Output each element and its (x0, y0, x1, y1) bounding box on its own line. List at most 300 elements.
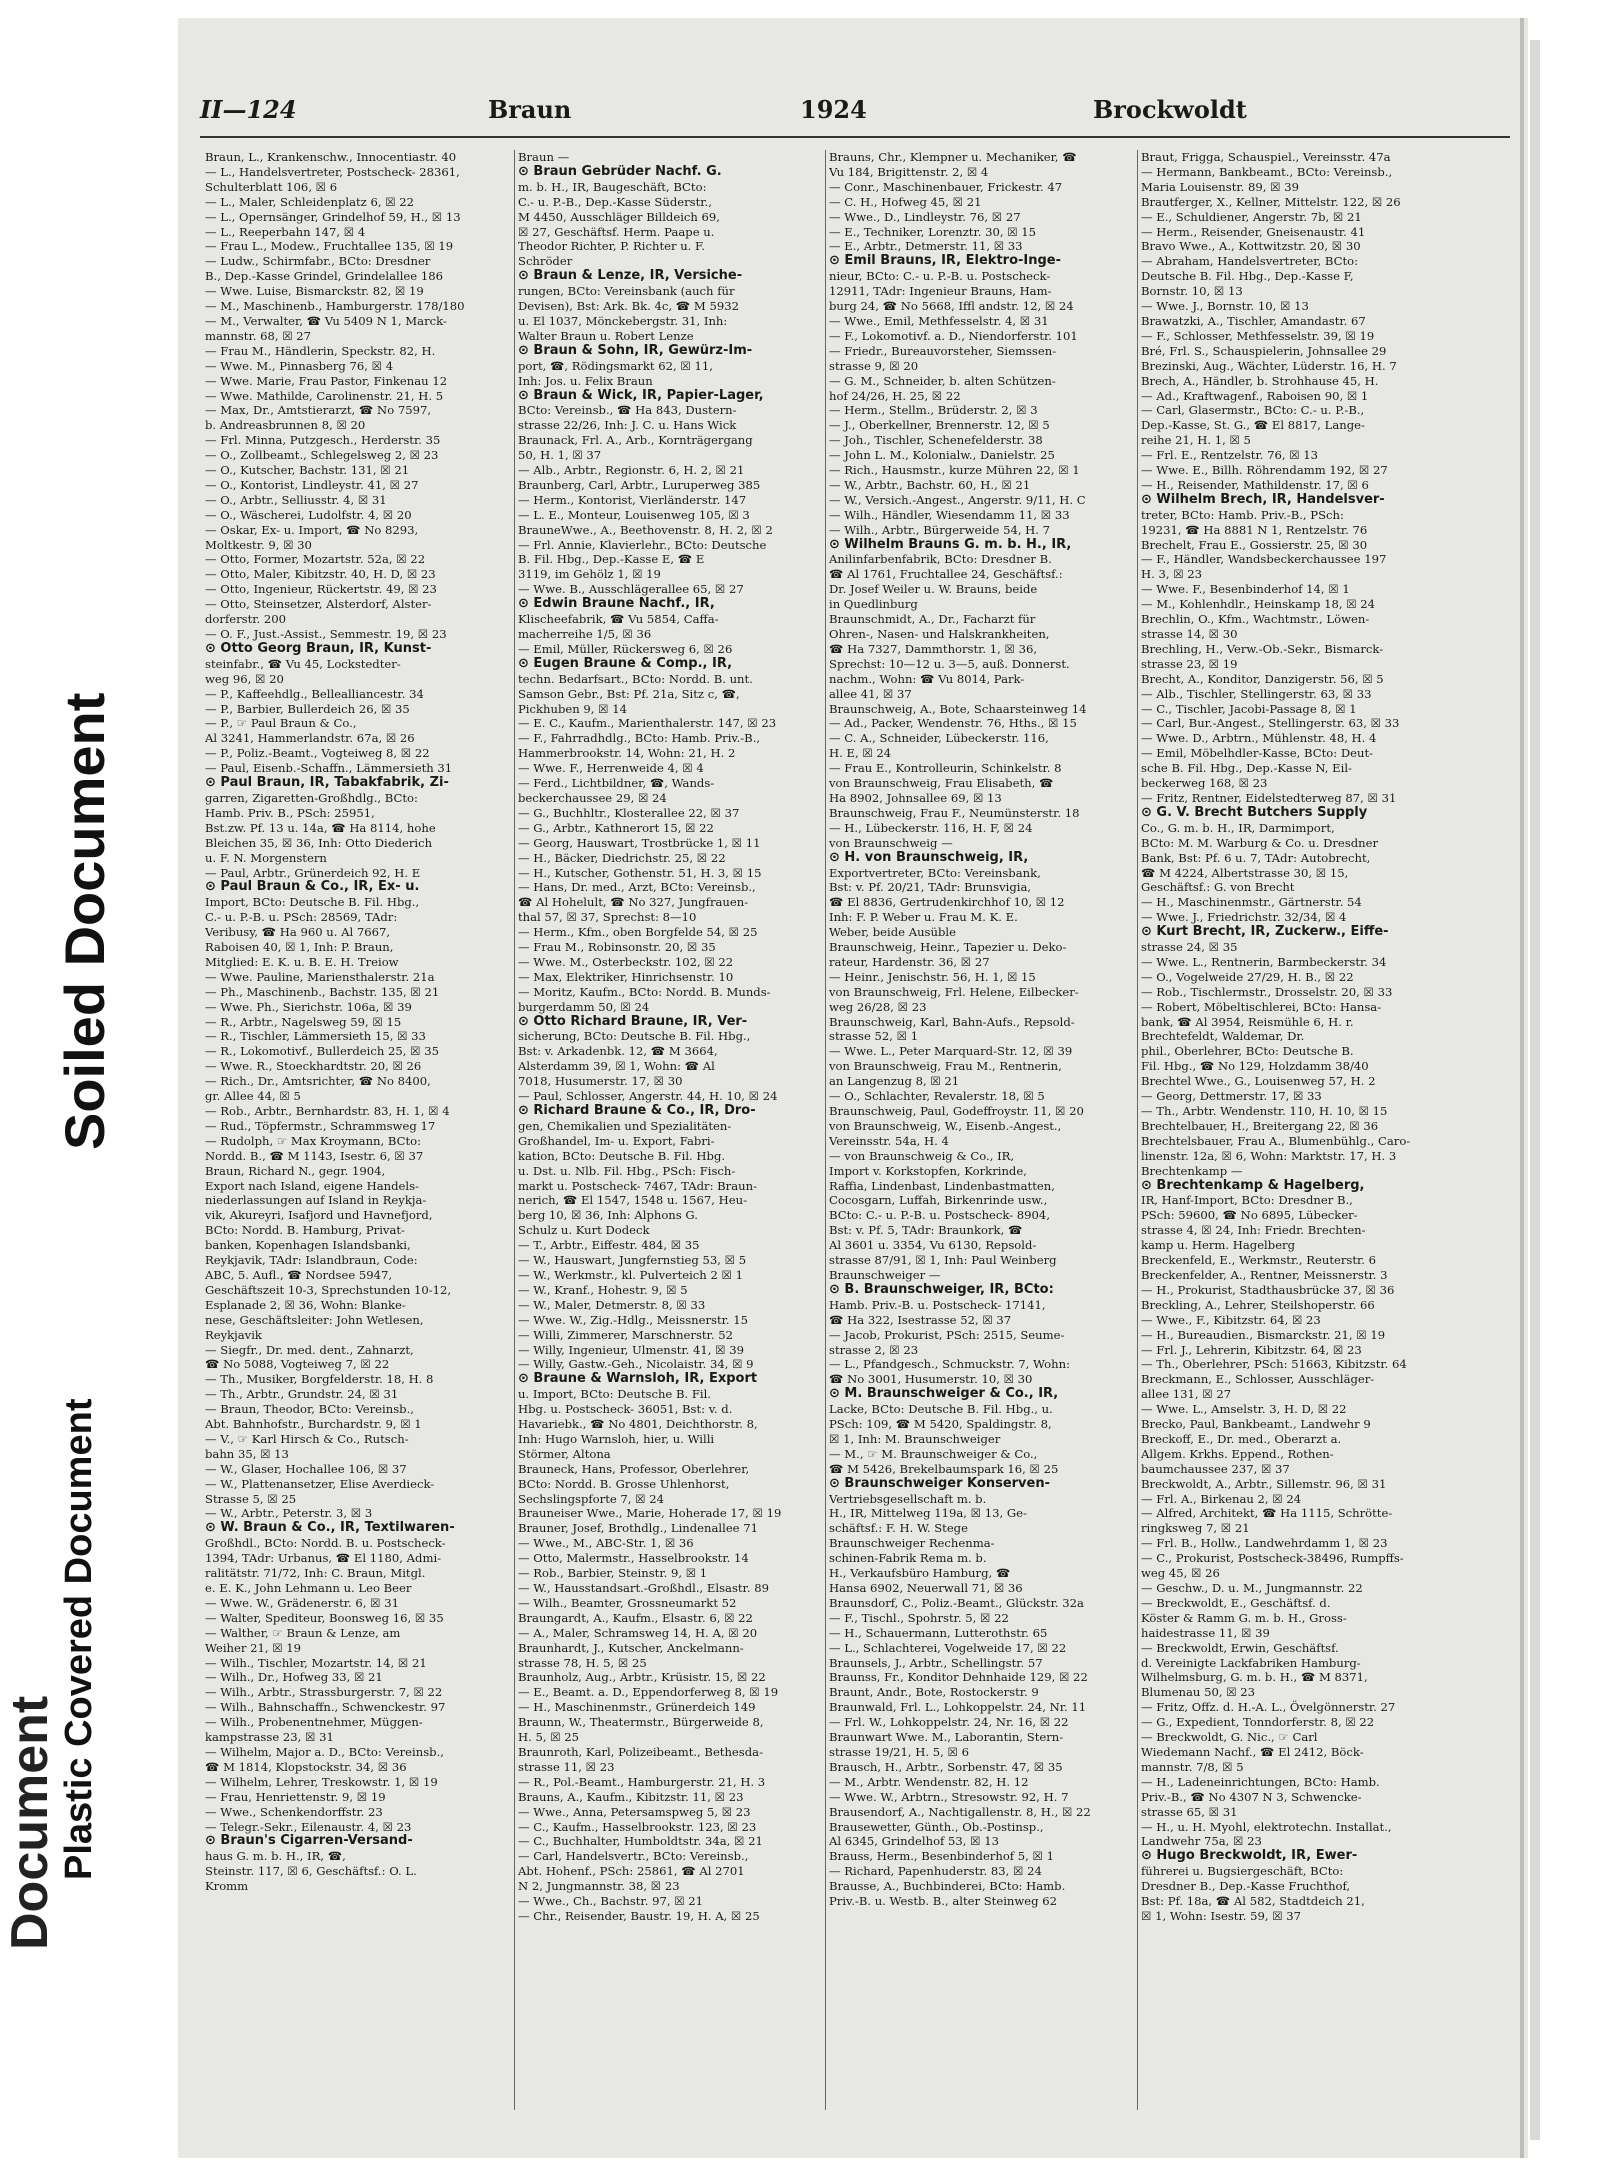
directory-entry: — Frl. E., Rentzelstr. 76, ☒ 13 (1141, 448, 1319, 463)
directory-entry: Breckling, A., Lehrer, Steilshoperstr. 66 (1141, 1297, 1375, 1312)
directory-entry: banken, Kopenhagen Islandsbanki, (205, 1238, 411, 1253)
directory-entry: — G. M., Schneider, b. alten Schützen- (829, 373, 1056, 388)
directory-entry: Bst.zw. Pf. 13 u. 14a, ☎ Ha 8114, hohe (205, 820, 436, 835)
directory-entry: Bst: v. Pf. 20/21, TAdr: Brunsvigia, (829, 880, 1032, 895)
directory-entry: Störmer, Altona (518, 1446, 611, 1461)
directory-entry: ⊙ Eugen Braune & Comp., IR, (518, 656, 733, 671)
directory-entry: ⊙ B. Braunschweiger, IR, BCto: (829, 1282, 1054, 1297)
directory-entry: gr. Allee 44, ☒ 5 (205, 1089, 301, 1104)
directory-entry: — W., Plattenansetzer, Elise Averdieck- (205, 1476, 435, 1491)
directory-entry: macherreihe 1/5, ☒ 36 (518, 627, 652, 641)
directory-entry: ⊙ Richard Braune & Co., IR, Dro- (518, 1104, 756, 1118)
directory-entry: — Otto, Ingenieur, Rückertstr. 49, ☒ 23 (205, 582, 437, 597)
directory-entry: — Oskar, Ex- u. Import, ☎ No 8293, (205, 522, 419, 537)
directory-entry: kation, BCto: Deutsche B. Fil. Hbg. (518, 1148, 726, 1163)
directory-entry: — M., Verwalter, ☎ Vu 5409 N 1, Marck- (205, 313, 447, 328)
directory-entry: — H., u. H. Myohl, elektrotechn. Installat., (1141, 1819, 1392, 1834)
directory-entry: Brechling, H., Verw.-Ob.-Sekr., Bismarck- (1141, 641, 1384, 656)
directory-entry: strasse 11, ☒ 23 (518, 1759, 615, 1774)
header-rule (200, 136, 1510, 138)
directory-entry: — F., Fahrradhdlg., BCto: Hamb. Priv.-B., (518, 731, 761, 746)
directory-entry: — Wilh., Probenentnehmer, Müggen- (205, 1715, 423, 1730)
directory-entry: — Frau, Henriettenstr. 9, ☒ 19 (205, 1789, 386, 1804)
directory-entry: u. F. N. Morgenstern (205, 850, 327, 865)
directory-entry: — Joh., Tischler, Schenefelderstr. 38 (829, 433, 1043, 448)
directory-entry: — Max, Elektriker, Hinrichsenstr. 10 (518, 969, 734, 984)
directory-entry: Geschäftsf.: G. von Brecht (1141, 880, 1295, 895)
directory-entry: — O., Kontorist, Lindleystr. 41, ☒ 27 (205, 477, 419, 492)
directory-entry: — C., Kaufm., Hasselbrookstr. 123, ☒ 23 (518, 1819, 757, 1834)
directory-entry: — Frl. Minna, Putzgesch., Herderstr. 35 (205, 433, 441, 448)
directory-entry: — Wilh., Dr., Hofweg 33, ☒ 21 (205, 1670, 383, 1685)
directory-entry: Brechtelbauer, H., Breitergang 22, ☒ 36 (1141, 1118, 1379, 1133)
directory-entry: ⊙ Edwin Braune Nachf., IR, (518, 597, 715, 612)
directory-entry: — O., Vogelweide 27/29, H. B., ☒ 22 (1141, 969, 1354, 984)
directory-entry: strasse 22/26, Inh: J. C. u. Hans Wick (518, 418, 737, 433)
directory-entry: Geschäftszeit 10-3, Sprechstunden 10-12, (205, 1282, 452, 1297)
directory-entry: — M., Maschinenb., Hamburgerstr. 178/180 (205, 299, 465, 314)
directory-entry: rungen, BCto: Vereinsbank (auch für (518, 284, 735, 299)
directory-entry: — Frl. J., Lehrerin, Kibitzstr. 64, ☒ 23 (1141, 1342, 1362, 1357)
directory-entry: Hammerbrookstr. 14, Wohn: 21, H. 2 (518, 746, 736, 761)
directory-entry: Breckenfeld, E., Werkmstr., Reuterstr. 6 (1141, 1253, 1377, 1268)
directory-entry: — Wwe. W., Grädenerstr. 6, ☒ 31 (205, 1595, 399, 1610)
directory-entry: — Georg, Dettmerstr. 17, ☒ 33 (1141, 1089, 1322, 1104)
directory-entry: schinen-Fabrik Rema m. b. (829, 1551, 987, 1566)
directory-column-2 (518, 150, 823, 2110)
directory-entry: — Chr., Reisender, Baustr. 19, H. A, ☒ 25 (518, 1908, 760, 1923)
directory-entry: Klischeefabrik, ☎ Vu 5854, Caffa- (518, 612, 719, 627)
directory-entry: — Carl, Bur.-Angest., Stellingerstr. 63, ☒ 33 (1141, 716, 1400, 731)
directory-entry: — Breckwoldt, G. Nic., ☞ Carl (1141, 1730, 1318, 1745)
directory-entry: 50, H. 1, ☒ 37 (518, 448, 602, 463)
directory-entry: Deutsche B. Fil. Hbg., Dep.-Kasse F, (1141, 269, 1354, 284)
directory-entry: — Alb., Tischler, Stellingerstr. 63, ☒ 33 (1141, 686, 1372, 701)
directory-entry: — Wilh., Arbtr., Bürgerweide 54, H. 7 (829, 522, 1051, 537)
directory-entry: — Frl. A., Birkenau 2, ☒ 24 (1141, 1491, 1302, 1506)
directory-entry: BCto: Nordd. B. Hamburg, Privat- (205, 1223, 405, 1238)
directory-entry: Anilinfarbenfabrik, BCto: Dresdner B. (829, 552, 1052, 567)
directory-entry: — Fritz, Offz. d. H.-A. L., Övelgönnerstr. 27 (1141, 1700, 1396, 1715)
directory-entry: — Wwe. Luise, Bismarckstr. 82, ☒ 19 (205, 284, 424, 299)
directory-entry: Import, BCto: Deutsche B. Fil. Hbg., (205, 895, 420, 910)
directory-entry: Braun, L., Krankenschw., Innocentiastr. 40 (205, 150, 457, 164)
directory-entry: — Frau M., Robinsonstr. 20, ☒ 35 (518, 940, 716, 955)
directory-entry: — R., Pol.-Beamt., Hamburgerstr. 21, H. 3 (518, 1774, 766, 1789)
directory-entry: Vereinsstr. 54a, H. 4 (829, 1133, 949, 1148)
directory-entry: steinfabr., ☎ Vu 45, Lockstedter- (205, 656, 401, 671)
directory-entry: Cocosgarn, Luffah, Birkenrinde usw., (829, 1193, 1048, 1208)
directory-entry: Brechtelsbauer, Frau A., Blumenbühlg., Caro- (1141, 1133, 1411, 1148)
directory-entry: — E., Beamt. a. D., Eppendorferweg 8, ☒ 19 (518, 1685, 779, 1700)
directory-entry: — Frau E., Kontrolleurin, Schinkelstr. 8 (829, 761, 1062, 776)
directory-entry: — Wwe. M., Osterbeckstr. 102, ☒ 22 (518, 954, 734, 969)
directory-entry: — Wilh., Händler, Wiesendamm 11, ☒ 33 (829, 507, 1070, 522)
directory-entry: — V., ☞ Karl Hirsch & Co., Rutsch- (205, 1431, 409, 1446)
directory-entry: — E. C., Kaufm., Marienthalerstr. 147, ☒ 23 (518, 716, 777, 731)
directory-entry: vik, Akureyri, Isafjord und Havnefjord, (205, 1208, 433, 1223)
directory-entry: — G., Arbtr., Kathnerort 15, ☒ 22 (518, 820, 714, 835)
directory-entry: — Th., Musiker, Borgfelderstr. 18, H. 8 (205, 1372, 434, 1387)
directory-entry: ⊙ Braun's Cigarren-Versand- (205, 1834, 413, 1849)
directory-entry: BCto: C.- u. P.-B. u. Postscheck- 8904, (829, 1208, 1050, 1223)
directory-entry: — L. E., Monteur, Louisenweg 105, ☒ 3 (518, 507, 750, 522)
directory-entry: Brausse, A., Buchbinderei, BCto: Hamb. (829, 1879, 1066, 1894)
directory-entry: nese, Geschäftsleiter: John Wetlesen, (205, 1312, 424, 1327)
directory-entry: mannstr. 7/8, ☒ 5 (1141, 1759, 1244, 1774)
directory-entry: Havariebk., ☎ No 4801, Deichthorstr. 8, (518, 1417, 758, 1432)
directory-entry: dorferstr. 200 (205, 612, 287, 627)
directory-entry: Bst: v. Arkadenbk. 12, ☎ M 3664, (518, 1044, 718, 1059)
directory-entry: Schulterblatt 106, ☒ 6 (205, 179, 338, 194)
directory-entry: — H., Kutscher, Gothenstr. 51, H. 3, ☒ 15 (518, 865, 762, 880)
directory-entry: — W., Hauswart, Jungfernstieg 53, ☒ 5 (518, 1253, 747, 1268)
directory-entry: — Friedr., Bureauvorsteher, Siemssen- (829, 343, 1057, 358)
directory-entry: — Ad., Packer, Wendenstr. 76, Hths., ☒ 15 (829, 716, 1077, 731)
directory-entry: — C. A., Schneider, Lübeckerstr. 116, (829, 731, 1049, 746)
directory-entry: — G., Expedient, Tonndorferstr. 8, ☒ 22 (1141, 1715, 1375, 1730)
directory-entry: ⊙ Braun Gebrüder Nachf. G. (518, 164, 722, 179)
directory-entry: u. El 1037, Mönckebergstr. 31, Inh: (518, 313, 728, 328)
directory-entry: B., Dep.-Kasse Grindel, Grindelallee 186 (205, 269, 443, 284)
directory-entry: strasse 52, ☒ 1 (829, 1029, 919, 1044)
directory-entry: Wiedemann Nachf., ☎ El 2412, Böck- (1141, 1744, 1364, 1759)
directory-entry: reihe 21, H. 1, ☒ 5 (1141, 433, 1251, 448)
directory-entry: von Braunschweig, Frl. Helene, Eilbecker- (829, 984, 1079, 999)
directory-entry: — G., Buchhltr., Klosterallee 22, ☒ 37 (518, 805, 740, 820)
directory-entry: führerei u. Bugsiergeschäft, BCto: (1141, 1864, 1344, 1879)
directory-entry: ☒ 1, Wohn: Isestr. 59, ☒ 37 (1141, 1908, 1302, 1923)
directory-entry: — O., Kutscher, Bachstr. 131, ☒ 21 (205, 463, 410, 478)
directory-entry: Ha 8902, Johnsallee 69, ☒ 13 (829, 790, 1002, 805)
directory-entry: Brauner, Josef, Brothdlg., Lindenallee 71 (518, 1521, 758, 1536)
directory-entry: e. E. K., John Lehmann u. Leo Beer (205, 1581, 412, 1595)
directory-entry: — Geschw., D. u. M., Jungmannstr. 22 (1141, 1581, 1363, 1595)
directory-entry: ⊙ H. von Braunschweig, IR, (829, 850, 1029, 865)
directory-entry: — Frl. Annie, Klavierlehr., BCto: Deutsche (518, 537, 767, 552)
directory-entry: — W., Arbtr., Peterstr. 3, ☒ 3 (205, 1506, 373, 1521)
directory-entry: ☎ Al Hohelult, ☎ No 327, Jungfrauen- (518, 895, 749, 910)
directory-entry: Theodor Richter, P. Richter u. F. (518, 239, 705, 254)
directory-entry: — Breckwoldt, E., Geschäftsf. d. (1141, 1595, 1331, 1610)
directory-entry: — Otto, Former, Mozartstr. 52a, ☒ 22 (205, 552, 426, 567)
directory-entry: ☎ Ha 7327, Dammthorstr. 1, ☒ 36, (829, 641, 1038, 656)
directory-entry: weg 45, ☒ 26 (1141, 1566, 1220, 1581)
directory-entry: Abt. Bahnhofstr., Burchardstr. 9, ☒ 1 (205, 1417, 422, 1432)
directory-entry: ⊙ Hugo Breckwoldt, IR, Ewer- (1141, 1849, 1358, 1864)
directory-entry: Mitglied: E. K. u. B. E. H. Treiow (205, 954, 399, 969)
header-year: 1924 (800, 95, 867, 124)
directory-entry: rateur, Hardenstr. 36, ☒ 27 (829, 954, 990, 969)
directory-entry: Brechtefeldt, Waldemar, Dr. (1141, 1029, 1305, 1044)
column-divider (825, 150, 826, 2110)
column-divider (1137, 150, 1138, 2110)
directory-entry: — C., Tischler, Jacobi-Passage 8, ☒ 1 (1141, 701, 1357, 716)
directory-entry: — Wilhelm, Lehrer, Treskowstr. 1, ☒ 19 (205, 1774, 438, 1789)
directory-entry: weg 96, ☒ 20 (205, 671, 284, 686)
plastic-covered-document-label: Plastic Covered Document (58, 1398, 100, 1880)
directory-entry: — H., Reisender, Mathildenstr. 17, ☒ 6 (1141, 477, 1369, 492)
directory-entry: ⊙ Paul Braun & Co., IR, Ex- u. (205, 880, 420, 895)
directory-entry: haidestrasse 11, ☒ 39 (1141, 1625, 1270, 1640)
directory-entry: — O., Wäscherei, Ludolfstr. 4, ☒ 20 (205, 507, 412, 522)
directory-entry: Braunt, Andr., Bote, Rostockerstr. 9 (829, 1685, 1039, 1700)
directory-entry: — R., Tischler, Lämmersieth 15, ☒ 33 (205, 1029, 426, 1044)
directory-entry: — Moritz, Kaufm., BCto: Nordd. B. Munds- (518, 984, 771, 999)
soiled-document-label: Soiled Document (53, 692, 116, 1150)
directory-entry: Al 3601 u. 3354, Vu 6130, Repsold- (829, 1238, 1037, 1253)
directory-entry: Brecht, A., Konditor, Danzigerstr. 56, ☒ 5 (1141, 671, 1384, 686)
directory-entry: Braunholz, Aug., Arbtr., Krüsistr. 15, ☒ 22 (518, 1670, 766, 1685)
directory-entry: ralitätstr. 71/72, Inh: C. Braun, Mitgl. (205, 1566, 426, 1581)
directory-entry: ⊙ G. V. Brecht Butchers Supply (1141, 805, 1368, 820)
directory-entry: — O. F., Just.-Assist., Semmestr. 19, ☒ 23 (205, 627, 447, 641)
directory-entry: — Wwe. Pauline, Mariensthalerstr. 21a (205, 969, 435, 984)
next-page-edge (1530, 40, 1540, 2140)
directory-entry: — Frau M., Händlerin, Speckstr. 82, H. (205, 343, 436, 358)
directory-entry: techn. Bedarfsart., BCto: Nordd. B. unt. (518, 671, 753, 686)
directory-entry: — Fritz, Rentner, Eidelstedterweg 87, ☒ 31 (1141, 790, 1397, 805)
directory-entry: — Rob., Barbier, Steinstr. 9, ☒ 1 (518, 1566, 708, 1581)
directory-entry: — Willi, Zimmerer, Marschnerstr. 52 (518, 1327, 733, 1342)
directory-entry: Bleichen 35, ☒ 36, Inh: Otto Diederich (205, 835, 433, 850)
directory-entry: — Otto, Maler, Kibitzstr. 40, H. D, ☒ 23 (205, 567, 436, 582)
directory-entry: allee 41, ☒ 37 (829, 686, 912, 701)
directory-entry: — H., Prokurist, Stadthausbrücke 37, ☒ 36 (1141, 1282, 1395, 1297)
directory-entry: — Wwe., Anna, Petersamspweg 5, ☒ 23 (518, 1804, 751, 1819)
directory-entry: PSch: 59600, ☎ No 6895, Lübecker- (1141, 1208, 1358, 1223)
directory-entry: — Wilh., Beamter, Grossneumarkt 52 (518, 1595, 737, 1610)
directory-entry: Samson Gebr., Bst: Pf. 21a, Sitz c, ☎, (518, 686, 740, 701)
directory-entry: — Wwe. Ph., Sierichstr. 106a, ☒ 39 (205, 999, 412, 1014)
directory-entry: ⊙ Braunschweiger Konserven- (829, 1476, 1050, 1491)
directory-entry: — F., Lokomotivf. a. D., Niendorferstr. 101 (829, 328, 1078, 343)
directory-entry: Braunack, Frl. A., Arb., Kornträgergang (518, 433, 753, 448)
directory-entry: — L., Schlachterei, Vogelweide 17, ☒ 22 (829, 1640, 1067, 1655)
directory-entry: — Wwe., D., Lindleystr. 76, ☒ 27 (829, 209, 1021, 224)
directory-entry: ABC, 5. Aufl., ☎ Nordsee 5947, (205, 1267, 393, 1282)
directory-entry: Walter Braun u. Robert Lenze (518, 328, 694, 343)
directory-entry: von Braunschweig, W., Eisenb.-Angest., (829, 1118, 1062, 1133)
directory-entry: Braunschmidt, A., Dr., Facharzt für (829, 612, 1036, 627)
directory-entry: bank, ☎ Al 3954, Reismühle 6, H. r. (1141, 1014, 1354, 1029)
directory-entry: — Paul, Arbtr., Grünerdeich 92, H. E (205, 865, 421, 880)
directory-entry: — Wwe. Mathilde, Carolinenstr. 21, H. 5 (205, 388, 444, 403)
directory-entry: Braunschweig, Paul, Godeffroystr. 11, ☒ 20 (829, 1104, 1084, 1118)
directory-entry: M 4450, Ausschläger Billdeich 69, (518, 209, 720, 224)
directory-entry: ☎ No 5088, Vogteiweg 7, ☒ 22 (205, 1357, 390, 1372)
directory-entry: Vertriebsgesellschaft m. b. (829, 1491, 987, 1506)
directory-entry: Al 6345, Grindelhof 53, ☒ 13 (829, 1834, 999, 1849)
directory-entry: strasse 78, H. 5, ☒ 25 (518, 1655, 647, 1670)
cropped-document-label: Document (1, 1695, 59, 1950)
directory-entry: Fil. Hbg., ☎ No 129, Holzdamm 38/40 (1141, 1059, 1369, 1074)
directory-entry: Bank, Bst: Pf. 6 u. 7, TAdr: Autobrecht, (1141, 850, 1371, 865)
directory-entry: ⊙ Wilhelm Brech, IR, Handelsver- (1141, 492, 1385, 507)
directory-entry: — F., Schlosser, Methfesselstr. 39, ☒ 19 (1141, 328, 1375, 343)
directory-entry: Bst: Pf. 18a, ☎ Al 582, Stadtdeich 21, (1141, 1894, 1365, 1909)
directory-entry: — Wwe. J., Friedrichstr. 32/34, ☒ 4 (1141, 910, 1347, 925)
directory-entry: Brauns, A., Kaufm., Kibitzstr. 11, ☒ 23 (518, 1789, 744, 1804)
directory-entry: ☎ M 4224, Albertstrasse 30, ☒ 15, (1141, 865, 1349, 880)
directory-entry: — Wwe., Schenkendorffstr. 23 (205, 1804, 383, 1819)
directory-entry: Brech, A., Händler, b. Strohhause 45, H. (1141, 373, 1379, 388)
scan-sidebar (0, 0, 178, 2177)
directory-entry: — Th., Arbtr., Grundstr. 24, ☒ 31 (205, 1387, 399, 1402)
directory-entry: ☎ Al 1761, Fruchtallee 24, Geschäftsf.: (829, 567, 1063, 582)
directory-entry: — Conr., Maschinenbauer, Frickestr. 47 (829, 179, 1063, 194)
directory-entry: — Rich., Hausmstr., kurze Mühren 22, ☒ 1 (829, 463, 1080, 478)
directory-entry: strasse 23, ☒ 19 (1141, 656, 1238, 671)
directory-entry: strasse 14, ☒ 30 (1141, 627, 1238, 641)
directory-entry: Lacke, BCto: Deutsche B. Fil. Hbg., u. (829, 1402, 1053, 1417)
directory-entry: — Richard, Papenhuderstr. 83, ☒ 24 (829, 1864, 1042, 1879)
directory-entry: Weiher 21, ☒ 19 (205, 1640, 302, 1655)
directory-entry: — Emil, Müller, Rückersweg 6, ☒ 26 (518, 641, 733, 656)
directory-entry: — P., Kaffeehdlg., Bellealliancestr. 34 (205, 686, 424, 701)
directory-entry: Export nach Island, eigene Handels- (205, 1178, 419, 1193)
directory-entry: bahn 35, ☒ 13 (205, 1446, 289, 1461)
directory-entry: Braun — (518, 150, 570, 164)
directory-entry: Schulz u. Kurt Dodeck (518, 1223, 650, 1238)
directory-entry: strasse 9, ☒ 20 (829, 358, 919, 373)
directory-entry: Bornstr. 10, ☒ 13 (1141, 284, 1243, 299)
directory-entry: ☒ 27, Geschäftsf. Herm. Paape u. (518, 224, 715, 239)
directory-entry: strasse 2, ☒ 23 (829, 1342, 919, 1357)
directory-entry: 19231, ☎ Ha 8881 N 1, Rentzelstr. 76 (1141, 522, 1368, 537)
directory-entry: Großhandel, Im- u. Export, Fabri- (518, 1133, 715, 1148)
directory-entry: Brausendorf, A., Nachtigallenstr. 8, H., ☒ 22 (829, 1804, 1091, 1819)
directory-entry: ⊙ Emil Brauns, IR, Elektro-Inge- (829, 254, 1062, 269)
directory-entry: — Carl, Handelsvertr., BCto: Vereinsb., (518, 1849, 749, 1864)
directory-entry: b. Andreasbrunnen 8, ☒ 20 (205, 418, 366, 433)
directory-entry: — Emil, Möbelhdler-Kasse, BCto: Deut- (1141, 746, 1374, 761)
directory-entry: — H., Schauermann, Lutterothstr. 65 (829, 1625, 1048, 1640)
directory-entry: Priv.-B. u. Westb. B., alter Steinweg 62 (829, 1894, 1058, 1909)
directory-entry: Maria Louisenstr. 89, ☒ 39 (1141, 179, 1299, 194)
directory-column-4 (1141, 150, 1446, 2110)
directory-entry: — W., Versich.-Angest., Angerstr. 9/11, H. C (829, 492, 1086, 507)
directory-entry: — Wwe. W., Zig.-Hdlg., Meissnerstr. 15 (518, 1312, 749, 1327)
directory-entry: N 2, Jungmannstr. 38, ☒ 23 (518, 1879, 680, 1894)
directory-entry: Landwehr 75a, ☒ 23 (1141, 1834, 1262, 1849)
directory-entry: Dresdner B., Dep.-Kasse Fruchthof, (1141, 1879, 1351, 1894)
directory-entry: Hansa 6902, Neuerwall 71, ☒ 36 (829, 1581, 1023, 1595)
directory-entry: Co., G. m. b. H., IR, Darmimport, (1141, 820, 1335, 835)
directory-entry: Brausewetter, Günth., Ob.-Postinsp., (829, 1819, 1044, 1834)
directory-entry: Inh: Jos. u. Felix Braun (518, 373, 653, 388)
directory-entry: Braunwart Wwe. M., Laborantin, Stern- (829, 1730, 1064, 1745)
directory-entry: — Wwe. W., Arbtrn., Stresowstr. 92, H. 7 (829, 1789, 1069, 1804)
directory-entry: — E., Techniker, Lorenztr. 30, ☒ 15 (829, 224, 1037, 239)
directory-entry: — Hermann, Bankbeamt., BCto: Vereinsb., (1141, 164, 1393, 179)
directory-entry: burgerdamm 50, ☒ 24 (518, 999, 650, 1014)
directory-entry: — Rob., Tischlermstr., Drosselstr. 20, ☒ 33 (1141, 984, 1393, 999)
directory-entry: Breckoff, E., Dr. med., Oberarzt a. (1141, 1431, 1342, 1446)
directory-entry: — Walther, ☞ Braun & Lenze, am (205, 1625, 401, 1640)
directory-entry: Braunberg, Carl, Arbtr., Luruperweg 385 (518, 477, 761, 492)
directory-entry: markt u. Postscheck- 7467, TAdr: Braun- (518, 1178, 757, 1193)
page-fold (1520, 18, 1524, 2158)
directory-entry: H. 3, ☒ 23 (1141, 567, 1203, 582)
directory-entry: H. 5, ☒ 25 (518, 1730, 580, 1745)
directory-entry: ⊙ Otto Georg Braun, IR, Kunst- (205, 641, 432, 656)
directory-entry: Nordd. B., ☎ M 1143, Isestr. 6, ☒ 37 (205, 1148, 424, 1163)
directory-entry: Dep.-Kasse, St. G., ☎ El 8817, Lange- (1141, 418, 1365, 433)
directory-entry: Inh: F. P. Weber u. Frau M. K. E. (829, 910, 1018, 925)
directory-entry: Abt. Hohenf., PSch: 25861, ☎ Al 2701 (518, 1864, 745, 1879)
directory-entry: — Wwe., Ch., Bachstr. 97, ☒ 21 (518, 1894, 704, 1909)
directory-entry: Pickhuben 9, ☒ 14 (518, 701, 627, 716)
directory-entry: — Jacob, Prokurist, PSch: 2515, Seume- (829, 1327, 1065, 1342)
directory-entry: — Herm., Kontorist, Vierländerstr. 147 (518, 492, 747, 507)
directory-entry: — L., Reeperbahn 147, ☒ 4 (205, 224, 366, 239)
directory-entry: H., Verkaufsbüro Hamburg, ☎ (829, 1566, 1011, 1581)
directory-entry: — Alb., Arbtr., Regionstr. 6, H. 2, ☒ 21 (518, 463, 745, 478)
directory-entry: Dr. Josef Weiler u. W. Brauns, beide (829, 582, 1038, 597)
directory-entry: Brechtel Wwe., G., Louisenweg 57, H. 2 (1141, 1074, 1376, 1089)
directory-entry: berg 10, ☒ 36, Inh: Alphons G. (518, 1208, 698, 1223)
directory-entry: — Ludw., Schirmfabr., BCto: Dresdner (205, 254, 431, 269)
directory-entry: Brausch, H., Arbtr., Sorbenstr. 47, ☒ 35 (829, 1759, 1063, 1774)
directory-entry: schäftsf.: F. H. W. Stege (829, 1521, 968, 1536)
directory-entry: — T., Arbtr., Eiffestr. 484, ☒ 35 (518, 1238, 700, 1253)
directory-entry: — Breckwoldt, Erwin, Geschäftsf. (1141, 1640, 1339, 1655)
directory-entry: — M., Kohlenhdlr., Heinskamp 18, ☒ 24 (1141, 597, 1376, 612)
directory-entry: — O., Schlachter, Revalerstr. 18, ☒ 5 (829, 1089, 1045, 1104)
directory-entry: ⊙ Braun & Lenze, IR, Versiche- (518, 269, 743, 284)
directory-entry: — Walter, Spediteur, Boonsweg 16, ☒ 35 (205, 1610, 444, 1625)
directory-entry: port, ☎, Rödingsmarkt 62, ☒ 11, (518, 358, 713, 373)
directory-entry: gen, Chemikalien und Spezialitäten- (518, 1118, 732, 1133)
directory-entry: — Wwe. B., Ausschlägerallee 65, ☒ 27 (518, 582, 744, 597)
directory-entry: m. b. H., IR, Baugeschäft, BCto: (518, 179, 707, 194)
directory-entry: — L., Opernsänger, Grindelhof 59, H., ☒ 13 (205, 209, 461, 224)
directory-entry: Braungardt, A., Kaufm., Elsastr. 6, ☒ 22 (518, 1610, 753, 1625)
header-last-word: Brockwoldt (1093, 95, 1247, 124)
directory-entry: — Telegr.-Sekr., Eilenaustr. 4, ☒ 23 (205, 1819, 412, 1834)
directory-entry: ☒ 1, Inh: M. Braunschweiger (829, 1431, 1001, 1446)
directory-entry: Hamb. Priv. B., PSch: 25951, (205, 805, 375, 820)
directory-entry: ☎ M 1814, Klopstockstr. 34, ☒ 36 (205, 1759, 407, 1774)
directory-entry: hof 24/26, H. 25, ☒ 22 (829, 388, 961, 403)
directory-entry: — Ferd., Lichtbildner, ☎, Wands- (518, 776, 715, 791)
directory-entry: Braunwald, Frl. L., Lohkoppelstr. 24, Nr. 11 (829, 1700, 1087, 1715)
directory-entry: — W., Werkmstr., kl. Pulverteich 2 ☒ 1 (518, 1267, 743, 1282)
directory-entry: — M., ☞ M. Braunschweiger & Co., (829, 1446, 1038, 1461)
directory-entry: Braunschweig, Frau F., Neumünsterstr. 18 (829, 805, 1080, 820)
directory-entry: Braut, Frigga, Schauspiel., Vereinsstr. 47a (1141, 150, 1391, 164)
directory-entry: mannstr. 68, ☒ 27 (205, 328, 312, 343)
directory-entry: Braunss, Fr., Konditor Dehnhaide 129, ☒ 22 (829, 1670, 1088, 1685)
directory-entry: — W., Maler, Detmerstr. 8, ☒ 33 (518, 1297, 706, 1312)
directory-entry: Brauns, Chr., Klempner u. Mechaniker, ☎ (829, 150, 1077, 164)
directory-entry: — C., Prokurist, Postscheck-38496, Rumpffs- (1141, 1551, 1404, 1566)
directory-entry: Brechtenkamp — (1141, 1163, 1243, 1178)
directory-entry: — Wilh., Bahnschaffn., Schwenckestr. 97 (205, 1700, 446, 1715)
directory-entry: — W., Kranf., Hohestr. 9, ☒ 5 (518, 1282, 688, 1297)
directory-entry: allee 131, ☒ 27 (1141, 1387, 1232, 1402)
directory-entry: ☎ El 8836, Gertrudenkirchhof 10, ☒ 12 (829, 895, 1065, 910)
directory-entry: H. E, ☒ 24 (829, 746, 892, 761)
directory-entry: Bré, Frl. S., Schauspielerin, Johnsallee 29 (1141, 343, 1387, 358)
directory-entry: von Braunschweig, Frau Elisabeth, ☎ (829, 776, 1054, 791)
directory-entry: Braunhardt, J., Kutscher, Anckelmann- (518, 1640, 744, 1655)
directory-entry: — Wwe. L., Rentnerin, Barmbeckerstr. 34 (1141, 954, 1387, 969)
directory-entry: Brechelt, Frau E., Gossierstr. 25, ☒ 30 (1141, 537, 1368, 552)
directory-entry: — Rud., Töpfermstr., Schrammsweg 17 (205, 1118, 436, 1133)
directory-entry: an Langenzug 8, ☒ 21 (829, 1074, 960, 1089)
